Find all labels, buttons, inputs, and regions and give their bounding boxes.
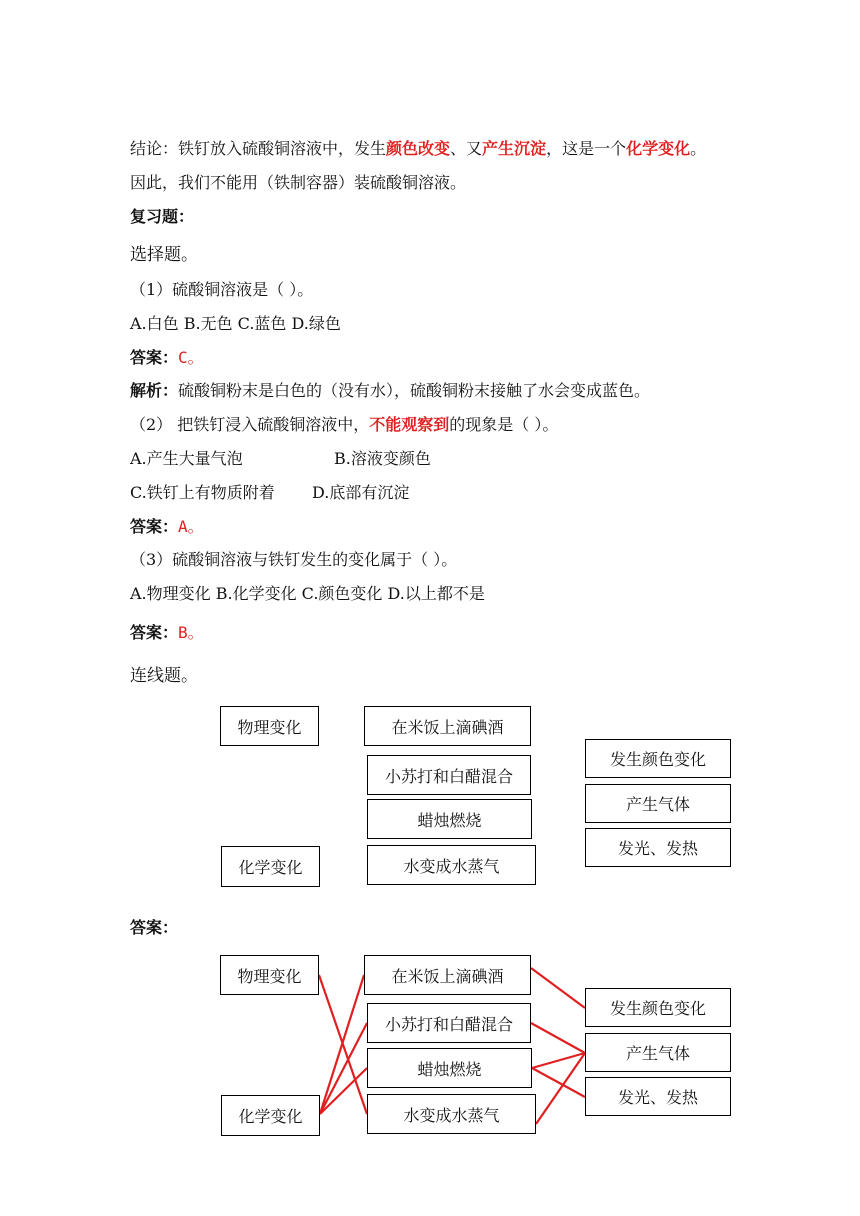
q2-option-d: D.底部有沉淀 [312,483,410,502]
q1-answer-label: 答案： [130,348,179,367]
q3-answer-label: 答案： [130,623,179,642]
q3-question: （3）硫酸铜溶液与铁钉发生的变化属于（ ）。 [130,550,458,569]
matching-title: 连线题。 [130,666,198,686]
answer-event-box-candle: 蜡烛燃烧 [367,1048,532,1088]
phenomenon-box-color: 发生颜色变化 [585,739,731,778]
type-box-physical: 物理变化 [220,706,319,746]
answer-type-box-physical: 物理变化 [220,955,319,995]
q2-option-a: A.产生大量气泡 [130,449,243,468]
link-soda-gas [531,1023,585,1053]
q1-analysis-text: 硫酸铜粉末是白色的（没有水），硫酸铜粉末接触了水会变成蓝色。 [178,381,651,400]
answer-phenomenon-box-color: 发生颜色变化 [585,988,731,1027]
phenomenon-box-light-heat: 发光、发热 [585,828,731,867]
q1-analysis-label: 解析： [130,381,179,400]
event-box-candle: 蜡烛燃烧 [367,799,532,839]
highlight-precipitate: 产生沉淀 [482,139,547,158]
q1-answer-value: C。 [178,348,204,367]
conclusion-text-1: 结论：铁钉放入硫酸铜溶液中，发生 [130,139,387,158]
q1-options: A.白色 B.无色 C.蓝色 D.绿色 [130,314,341,333]
q2-option-c: C.铁钉上有物质附着 [130,483,275,502]
answer-phenomenon-box-gas: 产生气体 [585,1033,731,1072]
q2-question-highlight: 不能观察到 [369,415,450,434]
choice-title: 选择题。 [130,245,198,265]
q2-answer-label: 答案： [130,517,179,536]
event-box-soda-vinegar: 小苏打和白醋混合 [367,755,531,795]
q3-options: A.物理变化 B.化学变化 C.颜色变化 D.以上都不是 [130,584,485,603]
q2-question-pre: （2） 把铁钉浸入硫酸铜溶液中， [130,415,370,434]
highlight-color-change: 颜色改变 [386,139,451,158]
q2-option-b: B.溶液变颜色 [334,449,431,468]
event-box-iodine: 在米饭上滴碘酒 [364,706,531,746]
phenomenon-box-gas: 产生气体 [585,784,731,823]
matching-answer-label: 答案： [130,918,179,937]
review-title: 复习题： [130,207,195,226]
q1-question: （1）硫酸铜溶液是（ ）。 [130,280,314,299]
q2-answer-value: A。 [178,517,204,536]
answer-phenomenon-box-light-heat: 发光、发热 [585,1077,731,1116]
type-box-chemical: 化学变化 [221,846,320,887]
conclusion-line-2: 因此，我们不能用（铁制容器）装硫酸铜溶液。 [130,173,467,192]
event-box-water-vapor: 水变成水蒸气 [367,845,536,885]
answer-type-box-chemical: 化学变化 [221,1095,320,1136]
link-iodine-color [531,968,585,1008]
q3-answer-value: B。 [178,623,204,642]
conclusion-text-3: ，这是一个 [546,139,627,158]
conclusion-text-4: 。 [690,139,707,158]
highlight-chemical-change: 化学变化 [626,139,691,158]
answer-event-box-soda-vinegar: 小苏打和白醋混合 [367,1003,531,1043]
answer-event-box-iodine: 在米饭上滴碘酒 [364,955,531,995]
q2-question-post: 的现象是（ ）。 [449,415,559,434]
conclusion-text-2: 、又 [450,139,483,158]
answer-event-box-water-vapor: 水变成水蒸气 [367,1094,536,1134]
